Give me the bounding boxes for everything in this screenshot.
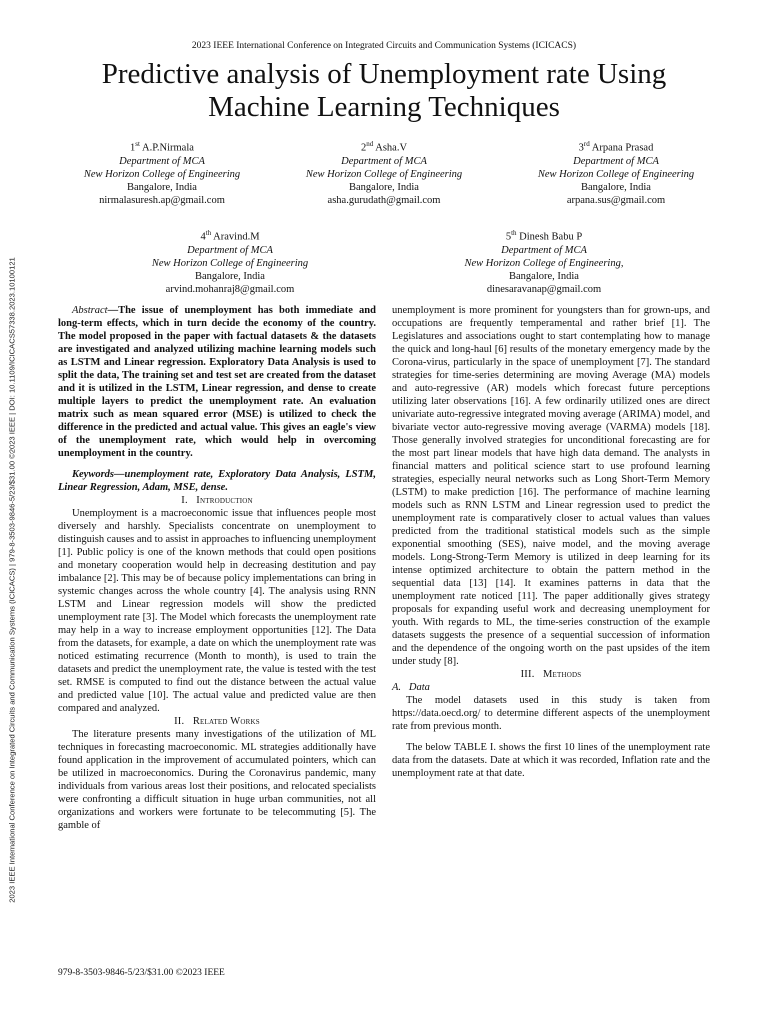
author-dept: Department of MCA: [341, 155, 427, 167]
author-email: nirmalasuresh.ap@gmail.com: [99, 194, 225, 206]
author-block-1: [52, 138, 272, 207]
paper-title: [40, 58, 728, 124]
title-line-1: Predictive analysis of Unemployment rate Using: [101, 58, 667, 90]
data-paragraph-2: The below TABLE I. shows the first 10 lines of the unemployment rate data from the datasets. Date at which it was recorded, Inflation rate and the unemployment rate at that date.: [392, 742, 710, 779]
author-inst: New Horizon College of Engineering: [537, 168, 695, 180]
author-location: Bangalore, India: [509, 270, 579, 282]
author-dept: Department of MCA: [119, 155, 205, 167]
author-email: arvind.mohanraj8@gmail.com: [165, 283, 295, 295]
related-works-continued: unemployment is more prominent for youngsters than for grown-ups, and occupations are frequently temperamental and rather brief [1]. The Legislatures and associations ought to start contemplating how to manage the quick and long-haul [6] results of the monetary emergency made by the Corona-virus, particularly in the space of unemployment [7]. The standard strategies for time-series determining are moving Average (MA) models and auto-regressive (AR) models which forecast future perceptions utilizing later observations [16]. A few ordinarily utilized ones are direct univariate auto-regressive integrated moving average (ARIMA) model, and bivariate vector auto-regressive moving average (VARMA) models [18]. Those generally involved strategies for unconditional forecasting are for the most part linear models that have high data demand. The analysts in financial matters and political science start to use profound learning strategies, especially neural networks such as Long Short-Term Memory (LSTM) to make prediction [16]. The performance of machine learning models such as RNN LSTM and Linear regression used to predict the unemployment rate is comparatively closer to actual values than values predicted from the traditional statistical models such as the simple exponential smoothing (SES), naive model, and the moving average models. Long-Strong-Term Memory is utilized in deep learning for its intense optimized architecture to obtain the pattern method in the sequential data [13] [14]. It examines patterns in data that the unemployment rate noticed [11]. The paper additionally gives strategy proposals for expanding useful work and decreasing unemployment for youth. With regards to ML, the time-series construction of the example datasets suggests the presence of a sequential succession of information and the dependence of the ongoing worth on the past upsides of the item under study [8].: [392, 305, 710, 667]
author-email: arpana.sus@gmail.com: [566, 194, 666, 206]
author-name: 5th Dinesh Babu P: [505, 229, 583, 243]
author-email: asha.gurudath@gmail.com: [327, 194, 441, 206]
author-location: Bangalore, India: [195, 270, 265, 282]
author-name: 2nd Asha.V: [360, 140, 408, 154]
related-works-paragraph: The literature presents many investigations of the utilization of ML techniques in forecasting macroeconomic. ML strategies additionally have found application in the improvement of accumulated pointers, which can be utilized in macroeconomics. During the Coronavirus pandemic, many individuals from various areas lost their positions, and relocated specialists were confronting a difficult situation in huge urban communities, not all organizations and workers were fortunate to be telecommuting [5]. The gamble of: [58, 729, 376, 831]
author-location: Bangalore, India: [349, 181, 419, 193]
author-dept: Department of MCA: [187, 244, 273, 256]
author-dept: Department of MCA: [501, 244, 587, 256]
author-inst: New Horizon College of Engineering,: [464, 257, 624, 269]
page-footer: 979-8-3503-9846-5/23/$31.00 ©2023 IEEE: [58, 968, 225, 978]
section-heading-related-works: II. Related Works: [174, 716, 260, 727]
subsection-heading-data: A. Data: [392, 682, 430, 693]
section-heading-introduction: I. Introduction: [181, 495, 253, 506]
author-name: 1st A.P.Nirmala: [130, 140, 194, 154]
author-block-4: [120, 227, 340, 296]
left-column: [58, 304, 376, 832]
abstract-label: Abstract: [72, 305, 108, 316]
author-block-5: [434, 227, 654, 296]
author-email: dinesaravanap@gmail.com: [486, 283, 602, 295]
abstract-text: —The issue of unemployment has both immediate and long-term effects, which in turn decide the economy of the country. The model proposed in the paper with factual datasets & the datasets are investigated and analyzed utilizing machine learning models such as LSTM and Linear regression. Exploratory Data Analysis is used to split the data, The training set and test set are created from the dataset and it is utilized in the LSTM, Linear regression, and dense to create multiple layers to predict the unemployment rate. An evaluation matrix such as mean squared error (MSE) is utilized to check the difference in the predicted and actual value. This gives an eagle's view of the unemployment rate, which would help in overcoming unemployment in the country.: [58, 305, 376, 459]
author-inst: New Horizon College of Engineering: [305, 168, 463, 180]
conference-header: 2023 IEEE International Conference on Integrated Circuits and Communication Systems (ICICACS): [191, 41, 577, 51]
right-column: [392, 304, 710, 780]
data-paragraph-1: The model datasets used in this study is taken from https://data.oecd.org/ to determine different aspects of the unemployment rate from previous month.: [392, 695, 710, 732]
author-location: Bangalore, India: [581, 181, 651, 193]
author-dept: Department of MCA: [573, 155, 659, 167]
author-name: 3rd Arpana Prasad: [578, 140, 654, 154]
side-banner-text: 2023 IEEE International Conference on Integrated Circuits and Communication Systems (ICICACS) | 979-8-3503-9846-5/23/$31.00 ©2023 IEEE | DOI: 10.1109/ICICACS57338.2023.10100121: [7, 257, 17, 903]
abstract: [58, 304, 376, 460]
section-heading-methods: III. Methods: [520, 669, 582, 680]
author-inst: New Horizon College of Engineering: [83, 168, 241, 180]
keywords: Keywords—unemployment rate, Exploratory Data Analysis, LSTM, Linear Regression, Adam, MSE, dense.: [58, 469, 376, 493]
author-name: 4th Aravind.M: [200, 229, 260, 243]
author-location: Bangalore, India: [127, 181, 197, 193]
intro-paragraph: Unemployment is a macroeconomic issue that influences people most diversely and harshly. Specialists concentrate on unemployment to distinguish causes and to assist in approaches to influencing unemployment [1]. Public policy is one of the known methods that could open positions and monetary cooperation would help in decreasing destitution and pay imbalance [2]. This may be of because policy implementations can bring in systemic changes across the whole country [4]. The analysis using RNN LSTM and Linear regression models will show the predicted unemployment rate [3]. The Model which forecasts the unemployment rate may help in a way to increase employment opportunities [12]. The Data from the datasets, for example, a date on which the unemployment rate was noticed estimating recurrence (Month to month), is used to train the datasets and predict the unemployment rate, the value is tested with the test set. RMSE is computed to find out the distance between the actual value and predicted value [10]. The actual value and predicted value are then compared and analyzed.: [58, 508, 376, 714]
author-block-3: [506, 138, 726, 207]
author-inst: New Horizon College of Engineering: [151, 257, 309, 269]
title-line-2: Machine Learning Techniques: [208, 91, 560, 123]
author-block-2: [274, 138, 494, 207]
